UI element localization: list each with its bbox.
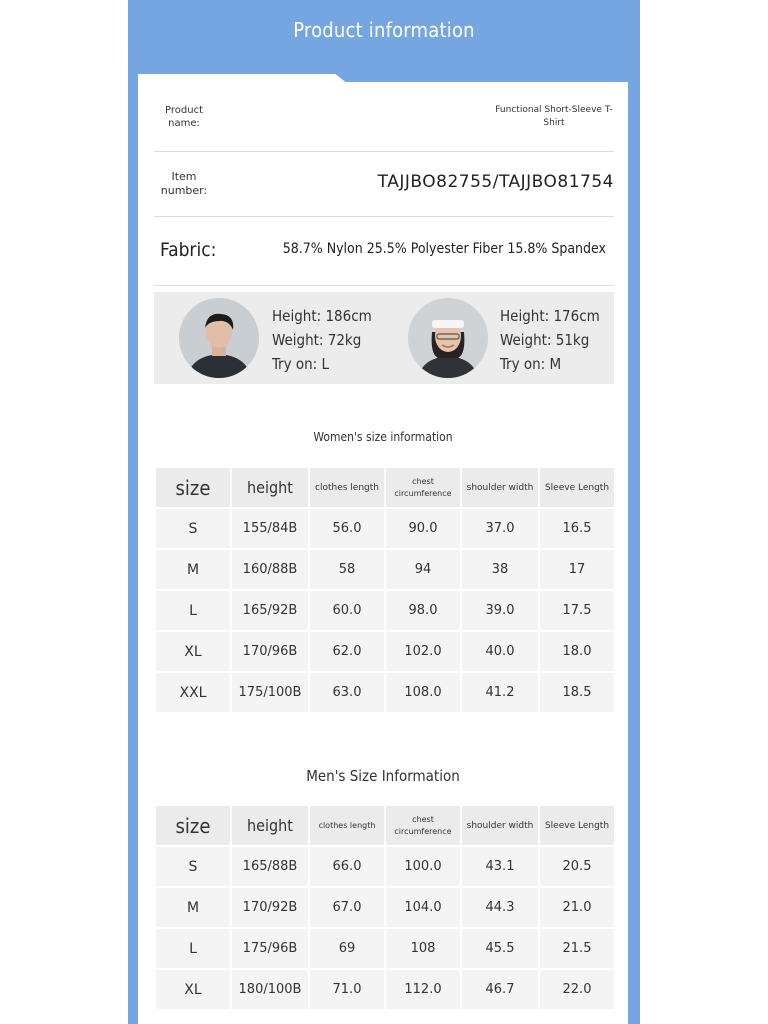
cell-chest-circumference: 102.0 <box>386 632 460 671</box>
cell-chest-circumference: 104.0 <box>386 888 460 927</box>
product-name-row <box>154 82 614 152</box>
header-shoulder-width: shoulder width <box>462 468 538 507</box>
cell-clothes-length: 67.0 <box>310 888 384 927</box>
table-row <box>156 970 614 1009</box>
cell-shoulder-width: 38 <box>462 550 538 589</box>
male-model-tryon: Try on: L <box>272 355 330 373</box>
cell-height: 175/100B <box>232 673 308 712</box>
cell-height: 180/100B <box>232 970 308 1009</box>
womens-table-header <box>156 468 614 507</box>
header-height: height <box>232 806 308 845</box>
header-size: size <box>156 806 230 845</box>
cell-shoulder-width: 44.3 <box>462 888 538 927</box>
table-row <box>156 632 614 671</box>
cell-sleeve-length: 17.5 <box>540 591 614 630</box>
table-row <box>156 847 614 886</box>
cell-chest-circumference: 108.0 <box>386 673 460 712</box>
cell-sleeve-length: 21.0 <box>540 888 614 927</box>
cell-size: M <box>156 550 230 589</box>
cell-height: 165/88B <box>232 847 308 886</box>
cell-clothes-length: 58 <box>310 550 384 589</box>
item-number-label: Item number: <box>160 170 208 197</box>
cell-size: M <box>156 888 230 927</box>
product-name-value: Functional Short-Sleeve T-Shirt <box>495 105 613 128</box>
table-row <box>156 550 614 589</box>
item-number-row <box>154 152 614 217</box>
cell-height: 160/88B <box>232 550 308 589</box>
fabric-label: Fabric: <box>160 239 217 261</box>
female-model-avatar <box>408 298 488 378</box>
male-model-icon <box>179 298 259 378</box>
cell-shoulder-width: 37.0 <box>462 509 538 548</box>
male-model-text <box>272 304 372 376</box>
cell-clothes-length: 71.0 <box>310 970 384 1009</box>
cell-size: XL <box>156 970 230 1009</box>
header-sleeve-length: Sleeve Length <box>540 468 614 507</box>
header-clothes-length: clothes length <box>310 806 384 845</box>
female-model-icon <box>408 298 488 378</box>
header-shoulder-width: shoulder width <box>462 806 538 845</box>
cell-chest-circumference: 108 <box>386 929 460 968</box>
mens-size-table <box>154 804 616 1011</box>
table-row <box>156 929 614 968</box>
female-model-weight: Weight: 51kg <box>500 331 590 349</box>
item-number-value: TAJJBO82755/TAJJBO81754 <box>377 172 614 192</box>
cell-height: 175/96B <box>232 929 308 968</box>
cell-shoulder-width: 45.5 <box>462 929 538 968</box>
cell-chest-circumference: 94 <box>386 550 460 589</box>
cell-size: XL <box>156 632 230 671</box>
cell-shoulder-width: 41.2 <box>462 673 538 712</box>
table-row <box>156 673 614 712</box>
cell-shoulder-width: 43.1 <box>462 847 538 886</box>
cell-size: L <box>156 929 230 968</box>
cell-clothes-length: 69 <box>310 929 384 968</box>
table-row <box>156 888 614 927</box>
womens-size-title: Women's size information <box>313 430 453 444</box>
cell-size: S <box>156 847 230 886</box>
cell-size: XXL <box>156 673 230 712</box>
cell-sleeve-length: 16.5 <box>540 509 614 548</box>
cell-size: L <box>156 591 230 630</box>
female-model-text <box>500 304 600 376</box>
cell-sleeve-length: 20.5 <box>540 847 614 886</box>
header-height: height <box>232 468 308 507</box>
fabric-row <box>154 217 614 286</box>
cell-sleeve-length: 17 <box>540 550 614 589</box>
cell-clothes-length: 60.0 <box>310 591 384 630</box>
cell-height: 155/84B <box>232 509 308 548</box>
cell-chest-circumference: 112.0 <box>386 970 460 1009</box>
table-row <box>156 591 614 630</box>
cell-sleeve-length: 18.5 <box>540 673 614 712</box>
table-row <box>156 509 614 548</box>
cell-sleeve-length: 18.0 <box>540 632 614 671</box>
product-name-label: Product name: <box>165 105 203 129</box>
cell-size: S <box>156 509 230 548</box>
female-model-height: Height: 176cm <box>500 307 600 325</box>
female-model-tryon: Try on: M <box>500 355 562 373</box>
mens-size-title: Men's Size Information <box>306 767 460 785</box>
male-model-avatar <box>179 298 259 378</box>
cell-sleeve-length: 21.5 <box>540 929 614 968</box>
cell-height: 170/96B <box>232 632 308 671</box>
cell-shoulder-width: 39.0 <box>462 591 538 630</box>
header-chest-circumference: chest circumference <box>386 468 460 507</box>
header-clothes-length: clothes length <box>310 468 384 507</box>
blue-panel <box>128 0 640 1024</box>
male-model-height: Height: 186cm <box>272 307 372 325</box>
cell-chest-circumference: 98.0 <box>386 591 460 630</box>
womens-size-table <box>154 466 616 714</box>
model-info <box>154 292 614 384</box>
cell-clothes-length: 66.0 <box>310 847 384 886</box>
cell-shoulder-width: 46.7 <box>462 970 538 1009</box>
cell-clothes-length: 56.0 <box>310 509 384 548</box>
cell-clothes-length: 63.0 <box>310 673 384 712</box>
cell-sleeve-length: 22.0 <box>540 970 614 1009</box>
header-chest-circumference: chest circumference <box>386 806 460 845</box>
cell-chest-circumference: 100.0 <box>386 847 460 886</box>
fabric-value: 58.7% Nylon 25.5% Polyester Fiber 15.8% Spandex <box>282 241 606 257</box>
cell-shoulder-width: 40.0 <box>462 632 538 671</box>
info-card <box>138 82 628 1024</box>
cell-height: 165/92B <box>232 591 308 630</box>
header-size: size <box>156 468 230 507</box>
cell-height: 170/92B <box>232 888 308 927</box>
cell-clothes-length: 62.0 <box>310 632 384 671</box>
mens-table-header <box>156 806 614 845</box>
header-sleeve-length: Sleeve Length <box>540 806 614 845</box>
cell-chest-circumference: 90.0 <box>386 509 460 548</box>
male-model-weight: Weight: 72kg <box>272 331 362 349</box>
page-title: Product information <box>293 18 475 42</box>
